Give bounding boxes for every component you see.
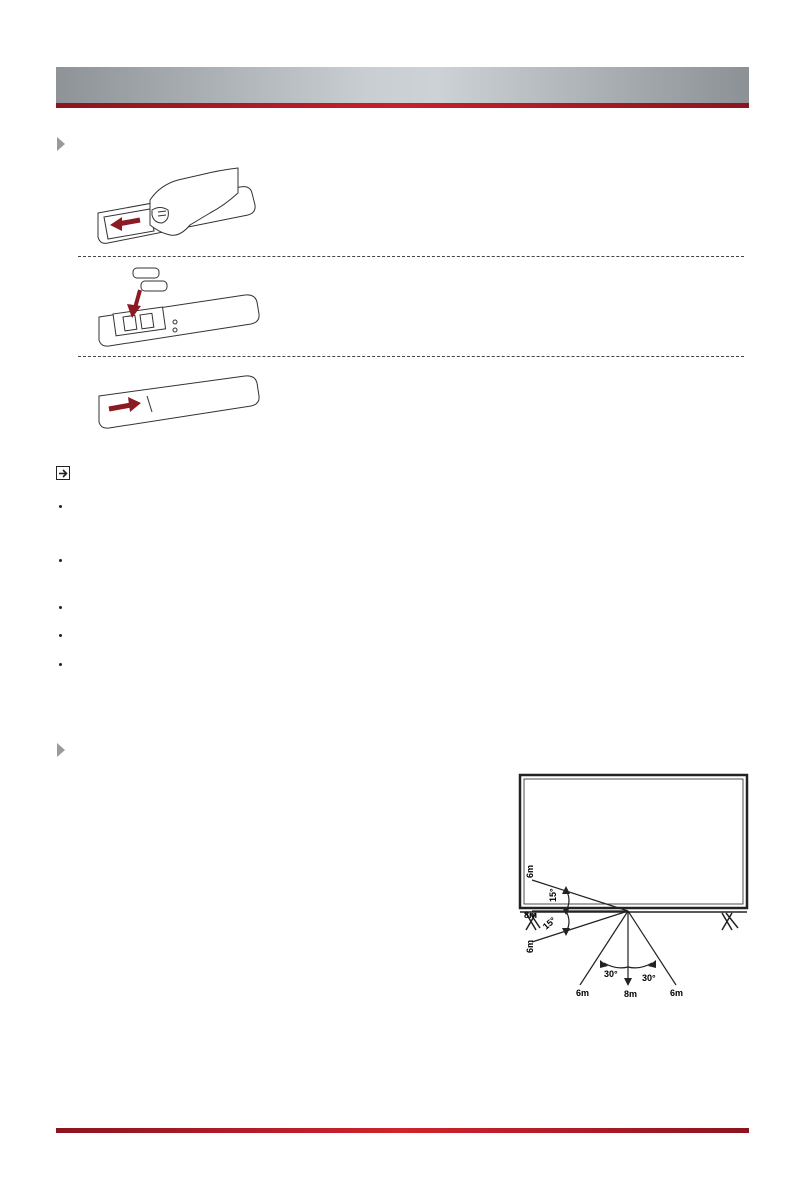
remote-close-cover-illustration bbox=[95, 372, 260, 432]
distance-label-bottom-center: 8m bbox=[624, 989, 638, 999]
bullet-dot-icon bbox=[59, 559, 62, 562]
bullet-dot-icon bbox=[59, 663, 62, 666]
triangle-arrow-icon bbox=[57, 743, 65, 757]
angle-label-down: 15° bbox=[540, 915, 558, 932]
note-arrow-icon bbox=[56, 466, 70, 480]
triangle-arrow-icon bbox=[57, 137, 65, 151]
distance-label-left-bottom: 6m bbox=[525, 939, 535, 953]
dashed-divider bbox=[78, 256, 744, 257]
remote-open-cover-illustration bbox=[90, 165, 270, 250]
bullet-dot-icon bbox=[59, 634, 62, 637]
distance-label-left-mid: 8m bbox=[524, 910, 538, 920]
remote-range-diagram bbox=[500, 770, 760, 1010]
angle-label-right: 30° bbox=[642, 973, 656, 983]
header-bar bbox=[56, 67, 749, 103]
remote-insert-batteries-illustration bbox=[95, 262, 260, 352]
distance-label-bottom-right: 6m bbox=[670, 988, 684, 998]
distance-label-bottom-left: 6m bbox=[576, 988, 590, 998]
distance-label-left-top: 6m bbox=[525, 864, 535, 878]
footer-accent-line bbox=[56, 1128, 749, 1133]
angle-label-up: 15° bbox=[548, 888, 558, 902]
tv-frame bbox=[520, 775, 747, 908]
bullet-dot-icon bbox=[59, 606, 62, 609]
angle-label-left: 30° bbox=[604, 969, 618, 979]
bullet-dot-icon bbox=[59, 505, 62, 508]
dashed-divider bbox=[78, 356, 744, 357]
header-accent-line bbox=[56, 103, 749, 108]
tv-stand-right bbox=[722, 913, 738, 930]
